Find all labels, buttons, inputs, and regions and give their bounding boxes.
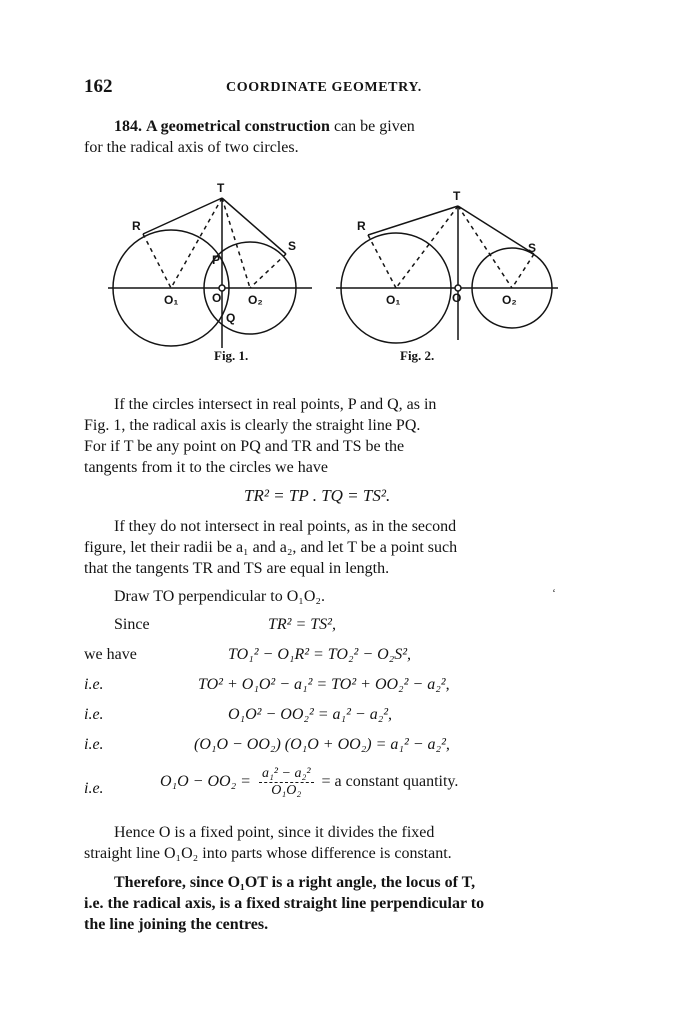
since-equation: TR² = TS², — [268, 616, 336, 633]
fig1-label-R: R — [132, 219, 141, 233]
fig1-label-S: S — [288, 239, 297, 253]
para1-line4: tangents from it to the circles we have — [84, 459, 328, 476]
fig2-label-O: O — [452, 291, 462, 305]
fig1-label-O1: O₁ — [164, 293, 179, 307]
equation-tangent-power: TR² = TP . TQ = TS². — [244, 486, 391, 505]
fig1-radius-S — [250, 254, 286, 288]
section-intro-line2: for the radical axis of two circles. — [84, 139, 299, 156]
page-number: 162 — [84, 76, 113, 97]
step3-equation: (O₁O − OO₂) (O₁O + OO₂) = a₁² − a₂², — [194, 736, 450, 753]
fig1-label-Q: Q — [226, 311, 236, 325]
we-have-equation: TO₁² − O₁R² = TO₂² − O₂S², — [228, 646, 412, 663]
derivation-since — [84, 616, 604, 638]
para4-line2: i.e. the radical axis, is a fixed straight line perpendicular to — [84, 895, 485, 912]
fig2-label-T: T — [453, 189, 461, 203]
fig2-label-S: S — [528, 241, 537, 255]
running-head: COORDINATE GEOMETRY. — [226, 80, 422, 95]
fig1-label-O: O — [212, 291, 222, 305]
fig2-tangent-TS — [458, 206, 537, 255]
paragraph-therefore — [84, 872, 592, 935]
step4-lhs: O₁O − OO₂ = — [160, 773, 251, 791]
step4-equation — [160, 766, 458, 799]
derivation-step1 — [84, 676, 604, 698]
para4-line1: Therefore, since O₁OT is a right angle, the locus of T, — [114, 874, 476, 891]
para4-line3: the line joining the centres. — [84, 916, 269, 933]
derivation-we-have — [84, 646, 604, 668]
section-number: 184. — [114, 118, 142, 135]
fig2-tangent-TR — [368, 206, 458, 235]
para1-line3: For if T be any point on PQ and TR and TS be the — [84, 438, 405, 455]
fig1-label-T: T — [217, 181, 225, 195]
fig1-tangent-TR — [143, 198, 222, 234]
fig2-radius-R — [368, 235, 396, 288]
paragraph-non-intersecting — [84, 516, 592, 579]
fig2-label-R: R — [357, 219, 366, 233]
fig1-dashed-TO2 — [222, 198, 250, 288]
fig2-radius-S — [512, 254, 534, 288]
ie-label-3: i.e. — [84, 736, 104, 753]
fig2-label-O2: O₂ — [502, 293, 517, 307]
derivation-step2 — [84, 706, 604, 728]
we-have-label: we have — [84, 646, 137, 663]
step1-equation: TO² + O₁O² − a₁² = TO² + OO₂² − a₂², — [198, 676, 450, 693]
figure-block — [100, 178, 580, 375]
section-title: A geometrical construction — [146, 118, 330, 135]
step4-numerator: a₁² − a₂² — [259, 766, 314, 783]
para3-line2: straight line O₁O₂ into parts whose difference is constant. — [84, 845, 452, 862]
para1-line2: Fig. 1, the radical axis is clearly the straight line PQ. — [84, 417, 421, 434]
ie-label-2: i.e. — [84, 706, 104, 723]
fig2-dashed-TO1 — [396, 206, 458, 288]
step4-fraction — [259, 766, 314, 799]
fig2-dashed-TO2 — [458, 206, 512, 288]
radical-axis-diagram — [100, 178, 580, 370]
para2-line2: figure, let their radii be a₁ and a₂, and let T be a point such — [84, 539, 458, 556]
paragraph-intersecting — [84, 394, 592, 478]
fig1-drawing — [108, 198, 558, 348]
ie-label-1: i.e. — [84, 676, 104, 693]
since-label: Since — [114, 616, 150, 633]
para2-line3: that the tangents TR and TS are equal in length. — [84, 560, 390, 577]
para2-line1: If they do not intersect in real points, as in the second — [114, 518, 457, 535]
fig1-radius-R — [143, 234, 171, 288]
ie-label-4: i.e. — [84, 780, 104, 797]
derivation-step3 — [84, 736, 604, 758]
step4-rhs: = a constant quantity. — [321, 773, 459, 791]
paragraph-hence — [84, 822, 592, 864]
fig1-dashed-TO1 — [171, 198, 222, 288]
para3-line1: Hence O is a fixed point, since it divides the fixed — [114, 824, 435, 841]
fig2-label-O1: O₁ — [386, 293, 401, 307]
derivation-block — [84, 616, 604, 836]
fig2-caption: Fig. 2. — [400, 348, 435, 363]
section-intro-rest: can be given — [329, 118, 415, 135]
fig1-label-O2: O₂ — [248, 293, 263, 307]
fig1-caption: Fig. 1. — [214, 348, 249, 363]
derivation-step4 — [84, 766, 604, 814]
fig1-label-P: P — [212, 253, 221, 267]
section-heading — [84, 116, 592, 158]
step4-denominator: O₁O₂ — [271, 783, 302, 798]
step2-equation: O₁O² − OO₂² = a₁² − a₂², — [228, 706, 393, 723]
para1-line1: If the circles intersect in real points, P and Q, as in — [114, 396, 437, 413]
margin-mark: ‘ — [552, 586, 556, 600]
draw-instruction: Draw TO perpendicular to O₁O₂. — [114, 588, 325, 605]
